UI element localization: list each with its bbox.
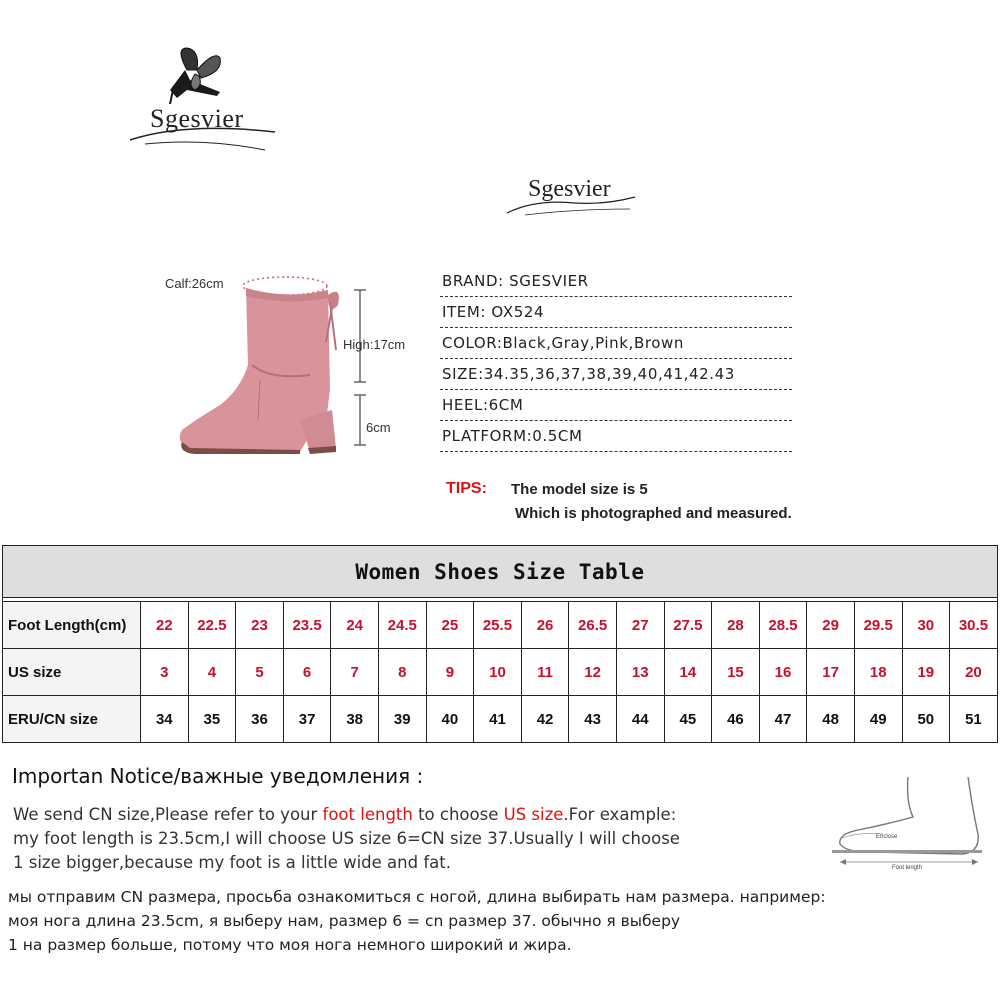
- table-cell: 24: [331, 602, 379, 649]
- notice-russian: [8, 885, 826, 957]
- table-cell: 50: [902, 696, 950, 743]
- table-cell: 3: [141, 649, 189, 696]
- secondary-logo-swoosh: [505, 195, 640, 217]
- table-cell: 36: [236, 696, 284, 743]
- table-cell: 13: [616, 649, 664, 696]
- table-row-eu-cn-size: [3, 696, 998, 743]
- boot-image: [160, 270, 410, 465]
- table-cell: 22.5: [188, 602, 236, 649]
- table-cell: 15: [712, 649, 760, 696]
- spec-size: SIZE:34.35,36,37,38,39,40,41,42.43: [440, 359, 792, 390]
- table-row-us-size: [3, 649, 998, 696]
- heel-measure-label: 6cm: [366, 420, 391, 435]
- notice-en-line-2: my foot length is 23.5cm,I will choose US size 6=CN size 37.Usually I will choose: [13, 829, 680, 848]
- foot-length-label: Foot length: [892, 865, 923, 871]
- table-cell: 12: [569, 649, 617, 696]
- spec-list: [440, 266, 792, 452]
- foot-icon: [828, 772, 988, 872]
- table-cell: 41: [474, 696, 522, 743]
- table-cell: 4: [188, 649, 236, 696]
- table-cell: 42: [521, 696, 569, 743]
- table-cell: 10: [474, 649, 522, 696]
- table-cell: 37: [283, 696, 331, 743]
- table-cell: 19: [902, 649, 950, 696]
- notice-ru-line-3: 1 на размер больше, потому что моя нога немного широкий и жира.: [8, 936, 572, 954]
- butterfly-heel-icon: [125, 40, 285, 155]
- table-cell: 51: [950, 696, 998, 743]
- table-cell: 27.5: [664, 602, 712, 649]
- table-cell: 23: [236, 602, 284, 649]
- table-cell: 25: [426, 602, 474, 649]
- table-cell: 17: [807, 649, 855, 696]
- size-table-title: Women Shoes Size Table: [3, 546, 998, 598]
- brand-logo: [125, 40, 285, 155]
- tips-line-2: Which is photographed and measured.: [515, 505, 792, 522]
- brand-logo-text: Sgesvier: [150, 104, 244, 133]
- row-label-foot-length: Foot Length(cm): [3, 602, 141, 649]
- size-table: [2, 545, 998, 743]
- spec-color: COLOR:Black,Gray,Pink,Brown: [440, 328, 792, 359]
- notice-ru-line-1: мы отправим CN размера, просьба ознакомиться с ногой, длина выбирать нам размера. например:: [8, 888, 826, 906]
- table-cell: 29.5: [854, 602, 902, 649]
- spec-heel: HEEL:6CM: [440, 390, 792, 421]
- spec-item: ITEM: OX524: [440, 297, 792, 328]
- table-cell: 28.5: [759, 602, 807, 649]
- table-cell: 35: [188, 696, 236, 743]
- table-cell: 38: [331, 696, 379, 743]
- table-cell: 49: [854, 696, 902, 743]
- table-cell: 46: [712, 696, 760, 743]
- table-row-foot-length: [3, 602, 998, 649]
- table-cell: 29: [807, 602, 855, 649]
- table-cell: 45: [664, 696, 712, 743]
- table-cell: 44: [616, 696, 664, 743]
- table-cell: 30: [902, 602, 950, 649]
- table-cell: 30.5: [950, 602, 998, 649]
- table-cell: 18: [854, 649, 902, 696]
- foot-measure-diagram: [828, 772, 988, 872]
- table-cell: 14: [664, 649, 712, 696]
- height-measure-label: High:17cm: [343, 337, 406, 352]
- table-cell: 39: [378, 696, 426, 743]
- table-cell: 5: [236, 649, 284, 696]
- spec-platform: PLATFORM:0.5CM: [440, 421, 792, 452]
- table-cell: 47: [759, 696, 807, 743]
- table-cell: 22: [141, 602, 189, 649]
- table-cell: 7: [331, 649, 379, 696]
- table-cell: 34: [141, 696, 189, 743]
- table-cell: 20: [950, 649, 998, 696]
- table-cell: 26: [521, 602, 569, 649]
- table-cell: 48: [807, 696, 855, 743]
- table-cell: 23.5: [283, 602, 331, 649]
- tips-line-1: The model size is 5: [511, 481, 648, 498]
- notice-english: [13, 803, 680, 875]
- table-cell: 40: [426, 696, 474, 743]
- enclose-label: Enclose: [876, 834, 898, 840]
- row-label-us-size: US size: [3, 649, 141, 696]
- notice-en-line-1: We send CN size,Please refer to your foot length to choose US size.For example:: [13, 805, 677, 824]
- table-cell: 6: [283, 649, 331, 696]
- us-size-highlight: US size: [503, 805, 564, 824]
- notice-ru-line-2: моя нога длина 23.5cm, я выберу нам, размер 6 = cn размер 37. обычно я выберу: [8, 912, 681, 930]
- table-cell: 11: [521, 649, 569, 696]
- spec-brand: BRAND: SGESVIER: [440, 266, 792, 297]
- table-cell: 28: [712, 602, 760, 649]
- secondary-logo-text: Sgesvier: [528, 176, 611, 202]
- table-cell: 27: [616, 602, 664, 649]
- tips-label: TIPS:: [446, 480, 487, 497]
- notice-title: Importan Notice/важные уведомления :: [12, 764, 424, 788]
- table-cell: 16: [759, 649, 807, 696]
- table-cell: 24.5: [378, 602, 426, 649]
- table-cell: 43: [569, 696, 617, 743]
- table-cell: 9: [426, 649, 474, 696]
- table-cell: 8: [378, 649, 426, 696]
- notice-en-line-3: 1 size bigger,because my foot is a little wide and fat.: [13, 853, 451, 872]
- foot-length-highlight: foot length: [322, 805, 413, 824]
- table-cell: 26.5: [569, 602, 617, 649]
- calf-measure-label: Calf:26cm: [165, 276, 224, 291]
- row-label-eu-cn-size: ERU/CN size: [3, 696, 141, 743]
- table-cell: 25.5: [474, 602, 522, 649]
